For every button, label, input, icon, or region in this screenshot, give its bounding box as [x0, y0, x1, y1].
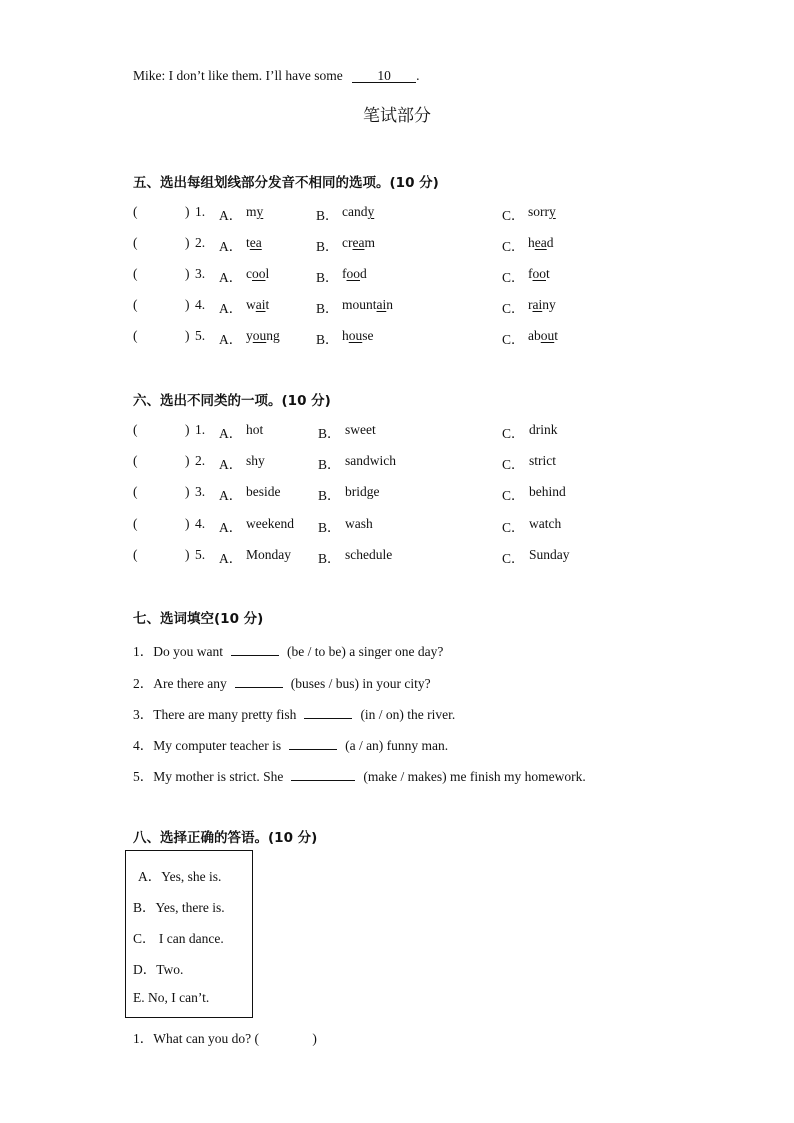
option-b: B．Yes, there is.	[133, 900, 225, 915]
section-7-heading: 七、选词填空(10 分)	[133, 611, 264, 627]
fill-blank-question	[133, 640, 443, 660]
underlined-letters: ea	[534, 235, 547, 250]
word-suffix: m	[364, 235, 375, 250]
open-paren: (	[133, 204, 138, 219]
item-number: 4.	[195, 516, 206, 531]
word-options: (buses / bus) in your city?	[290, 676, 431, 691]
option-a-word	[246, 266, 269, 282]
answer-blank[interactable]	[231, 655, 279, 656]
option-b-label: B．	[318, 488, 341, 503]
word-prefix: r	[528, 297, 533, 312]
fill-blank-question	[133, 672, 431, 692]
fill-blank-question	[133, 703, 455, 723]
option-b-label: B．	[318, 551, 341, 566]
word-prefix: y	[246, 328, 253, 343]
answer-slot[interactable]	[154, 264, 184, 282]
option-a-word: weekend	[246, 516, 294, 531]
question-text: There are many pretty fish	[153, 707, 297, 722]
close-paren: )	[185, 516, 190, 531]
question-text: Are there any	[153, 676, 227, 691]
word-options: (make / makes) me finish my homework.	[363, 769, 586, 784]
underlined-letters: oo	[346, 266, 360, 281]
word-options: (in / on) the river.	[360, 707, 456, 722]
word-suffix: se	[362, 328, 374, 343]
underlined-letters: ai	[376, 297, 387, 312]
question-number: 1．	[133, 644, 154, 659]
word-prefix: c	[246, 266, 252, 281]
answer-slot[interactable]	[154, 545, 184, 563]
word-prefix: f	[528, 266, 533, 281]
close-paren: )	[185, 297, 190, 312]
word-prefix: mount	[342, 297, 377, 312]
answer-blank[interactable]	[304, 718, 352, 719]
underlined-letters: ou	[252, 328, 267, 343]
option-a-word	[246, 328, 280, 344]
option-a-word: hot	[246, 422, 264, 437]
word-prefix: sorr	[528, 204, 549, 219]
answer-slot[interactable]	[154, 233, 184, 251]
option-c-label: C．	[502, 301, 525, 316]
item-number: 2.	[195, 453, 206, 468]
answer-blank[interactable]	[235, 687, 283, 688]
option-b-label: B．	[318, 520, 341, 535]
question-8-1-text: 1．What can you do? (	[133, 1031, 259, 1046]
section-8-heading: 八、选择正确的答语。(10 分)	[133, 830, 318, 846]
option-b-word	[342, 204, 374, 220]
underlined-letters: ou	[348, 328, 363, 343]
word-prefix: w	[246, 297, 256, 312]
close-paren: )	[185, 328, 190, 343]
option-c-label: C．	[502, 488, 525, 503]
option-a-word	[246, 297, 269, 313]
option-b-word: sweet	[345, 422, 376, 437]
word-prefix: ab	[528, 328, 541, 343]
answer-options-box	[125, 850, 253, 1018]
close-paren: )	[185, 204, 190, 219]
option-a-label: A．	[219, 520, 243, 535]
word-suffix: ng	[266, 328, 280, 343]
word-suffix: d	[546, 235, 554, 250]
underlined-letters: ea	[352, 235, 365, 250]
close-paren: )	[185, 266, 190, 281]
option-b-word	[342, 297, 393, 313]
close-paren: )	[185, 547, 190, 562]
open-paren: (	[133, 297, 138, 312]
option-b-word: sandwich	[345, 453, 396, 468]
close-paren: )	[185, 484, 190, 499]
item-number: 5.	[195, 328, 206, 343]
option-c-label: C．	[502, 208, 525, 223]
item-number: 2.	[195, 235, 206, 250]
option-a-word: shy	[246, 453, 265, 468]
item-number: 3.	[195, 484, 206, 499]
answer-slot[interactable]	[154, 420, 184, 438]
word-suffix: n	[386, 297, 394, 312]
answer-slot[interactable]	[154, 451, 184, 469]
option-b-label: B．	[318, 457, 341, 472]
option-c-word: Sunday	[529, 547, 570, 562]
word-suffix: t	[265, 297, 270, 312]
option-c-label: C．	[502, 270, 525, 285]
answer-slot[interactable]	[154, 482, 184, 500]
option-a-label: A．	[219, 208, 243, 223]
option-a-word	[246, 235, 262, 251]
option-a-word: Monday	[246, 547, 291, 562]
fill-blank-question	[133, 765, 586, 785]
question-text: My computer teacher is	[153, 738, 282, 753]
word-prefix: cr	[342, 235, 353, 250]
option-c-label: C．	[502, 520, 525, 535]
option-b-label: B．	[316, 208, 339, 223]
close-paren: )	[185, 422, 190, 437]
open-paren: (	[133, 484, 138, 499]
option-b-word	[342, 235, 375, 251]
option-c-label: C．	[502, 551, 525, 566]
answer-slot[interactable]	[154, 514, 184, 532]
option-c-word: watch	[529, 516, 562, 531]
word-prefix: m	[246, 204, 257, 219]
open-paren: (	[133, 328, 138, 343]
option-b-word	[342, 328, 374, 344]
open-paren: (	[133, 235, 138, 250]
option-c-word	[528, 204, 556, 220]
word-suffix: t	[546, 266, 550, 281]
open-paren: (	[133, 516, 138, 531]
option-c-word: drink	[529, 422, 558, 437]
section-5-heading: 五、选出每组划线部分发音不相同的选项。(10 分)	[133, 175, 439, 191]
option-a-label: A．	[219, 301, 243, 316]
option-a-label: A．	[219, 457, 243, 472]
page-title: 笔试部分	[363, 106, 431, 126]
item-number: 1.	[195, 204, 206, 219]
answer-slot[interactable]	[154, 295, 184, 313]
underlined-letters: oo	[532, 266, 546, 281]
option-d: D．Two.	[133, 962, 184, 977]
option-b-label: B．	[316, 332, 339, 347]
word-prefix: h	[342, 328, 349, 343]
word-suffix: l	[265, 266, 270, 281]
underlined-letters: ou	[540, 328, 555, 343]
word-prefix: cand	[342, 204, 368, 219]
word-suffix: d	[360, 266, 367, 281]
question-8-1	[133, 1027, 317, 1047]
underlined-letters: y	[256, 204, 264, 219]
option-c-word	[528, 266, 550, 282]
item-number: 4.	[195, 297, 206, 312]
word-options: (be / to be) a singer one day?	[287, 644, 444, 659]
word-prefix: f	[342, 266, 347, 281]
option-b-word: schedule	[345, 547, 393, 562]
option-c: C． I can dance.	[133, 931, 224, 946]
answer-blank[interactable]	[291, 780, 355, 781]
option-e: E. No, I can’t.	[133, 990, 210, 1005]
open-paren: (	[133, 547, 138, 562]
question-number: 3．	[133, 707, 154, 722]
option-b-word	[342, 266, 367, 282]
open-paren: (	[133, 453, 138, 468]
open-paren: (	[133, 422, 138, 437]
question-number: 4．	[133, 738, 154, 753]
close-paren: )	[185, 235, 190, 250]
question-number: 2．	[133, 676, 154, 691]
question-text: My mother is strict. She	[153, 769, 284, 784]
option-b-word: bridge	[345, 484, 380, 499]
option-c-label: C．	[502, 239, 525, 254]
option-c-word: behind	[529, 484, 566, 499]
option-c-word	[528, 297, 556, 313]
underlined-letters: ai	[255, 297, 266, 312]
option-b-label: B．	[316, 270, 339, 285]
answer-slot[interactable]	[154, 202, 184, 220]
option-a-label: A．	[219, 270, 243, 285]
item-number: 5.	[195, 547, 206, 562]
option-a-label: A．	[219, 488, 243, 503]
word-suffix: ny	[542, 297, 556, 312]
item-number: 3.	[195, 266, 206, 281]
word-prefix: t	[246, 235, 250, 250]
underlined-letters: y	[549, 204, 556, 219]
answer-slot[interactable]	[154, 326, 184, 344]
underlined-letters: ea	[249, 235, 262, 250]
underlined-letters: ai	[532, 297, 543, 312]
item-number: 1.	[195, 422, 206, 437]
option-b-label: B．	[318, 426, 341, 441]
intro-line	[133, 68, 419, 84]
question-number: 5．	[133, 769, 154, 784]
word-options: (a / an) funny man.	[345, 738, 449, 753]
option-c-label: C．	[502, 426, 525, 441]
option-c-label: C．	[502, 457, 525, 472]
option-c-label: C．	[502, 332, 525, 347]
option-a-label: A．	[219, 551, 243, 566]
option-b-word: wash	[345, 516, 373, 531]
word-suffix: t	[554, 328, 559, 343]
intro-end: .	[416, 68, 420, 83]
option-c-word	[528, 235, 553, 251]
option-a: A．Yes, she is.	[138, 869, 222, 884]
underlined-letters: y	[367, 204, 375, 219]
option-a-word: beside	[246, 484, 281, 499]
word-prefix: h	[528, 235, 535, 250]
option-b-label: B．	[316, 301, 339, 316]
option-c-word: strict	[529, 453, 556, 468]
option-a-label: A．	[219, 426, 243, 441]
close-paren: )	[185, 453, 190, 468]
question-text: Do you want	[153, 644, 223, 659]
question-8-1-close: )	[312, 1031, 317, 1046]
section-6-heading: 六、选出不同类的一项。(10 分)	[133, 393, 331, 409]
option-a-label: A．	[219, 239, 243, 254]
intro-answer-blank: 10	[352, 69, 416, 83]
option-b-label: B．	[316, 239, 339, 254]
option-c-word	[528, 328, 558, 344]
intro-text: Mike: I don’t like them. I’ll have some	[133, 68, 343, 83]
fill-blank-question	[133, 734, 448, 754]
underlined-letters: oo	[252, 266, 266, 281]
open-paren: (	[133, 266, 138, 281]
answer-blank[interactable]	[289, 749, 337, 750]
option-a-word	[246, 204, 263, 220]
option-a-label: A．	[219, 332, 243, 347]
